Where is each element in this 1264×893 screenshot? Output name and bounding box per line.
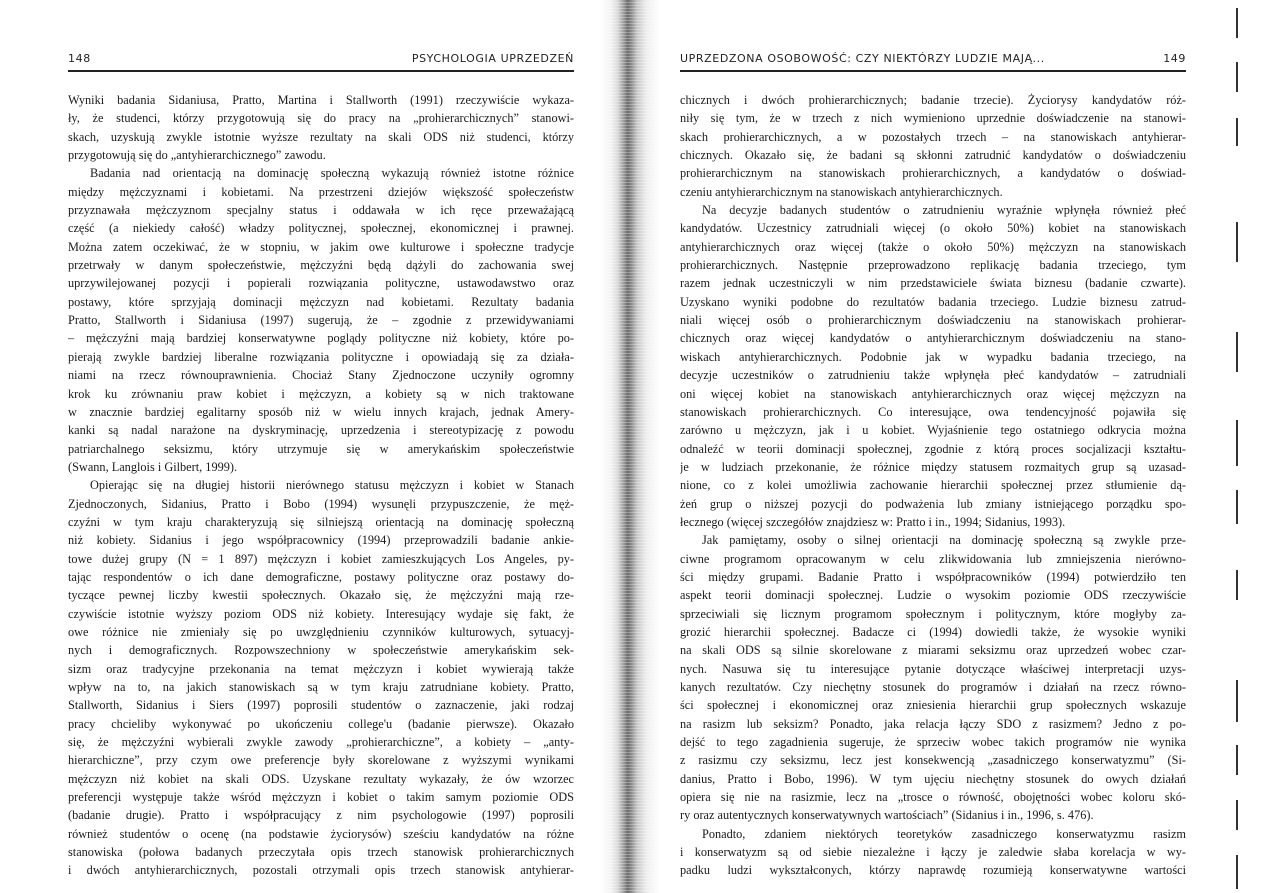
text-line: wpływ na to, na jakich stanowiskach są w tym kraju zatrudniane kobiety. Pratto, [68,680,574,694]
text-line: zarówno u mężczyzn, jak i u kobiet. Wyjaśnienie tego ostatniego odkrycia można [680,423,1186,438]
text-line: decyzje uczestników o zatrudnieniu także wpłynęła płeć kandydatów – zatrudniali [680,368,1186,383]
text-line: część (a niekiedy całość) władzy politycznej, społecznej, ekonomicznej i prawnej. [68,221,574,236]
text-line: towe dużej grupy (N = 1 897) mężczyzn i kobiet zamieszkujących Los Angeles, py- [68,551,574,566]
text-line: stanowiskach prohierarchicznych. Co interesujące, owa tendencyjność pojawiła się [680,404,1186,419]
text-line: przyznawała mężczyznom specjalny status i oddawała w ich ręce przeważającą [68,203,574,218]
text-line: na rasizm lub seksizm? Ponadto, jaka relacja łączy SDO z rasizmem? Jedno z po- [680,716,1186,731]
text-line: krok ku zrównaniu praw kobiet i mężczyzn, a kobiety są w nich traktowane [68,386,574,401]
text-line: niami na rzecz równouprawnienia. Chociaż Stany Zjednoczone uczyniły ogromny [68,368,574,383]
text-line: Zjednoczonych, Sidanius, Pratto i Bobo (1994) wysunęli przypuszczenie, że męż- [68,496,574,511]
right-body-text [680,91,1186,880]
text-line: ści społecznej i ekonomicznej oraz zniesienia hierarchii grup społecznych wskazuje [680,698,1186,713]
text-line: pracy chcieliby wykonywać po ukończeniu college'u (badanie pierwsze). Okazało [68,716,574,731]
text-line: odnaleźć w teorii dominacji społecznej, zgodnie z którą proces socjalizacji kształtu- [680,441,1186,456]
right-header-rule [680,70,1186,72]
text-line: uprzywilejowanej pozycji i popierali rozwiązania polityczne, ustawodawstwo oraz [68,276,574,291]
text-line: przygotowują się do „antyhierarchicznego” zawodu. [68,148,326,163]
text-line: Ponadto, zdaniem niektórych teoretyków zasadniczego konserwatyzmu rasizm [702,826,1186,841]
text-line: sizm oraz tradycyjne przekonania na temat mężczyzn i kobiet wywierają także [68,661,574,676]
text-line: aspekt teorii dominacji społecznej. Ludzie o wysokim poziomie ODS rzeczywiście [680,588,1186,603]
text-line: nych i demograficznych. Rozpowszechniony w społeczeństwie amerykańskim sek- [68,643,574,658]
text-line: i dwóch antyhierarchicznych, pozostali otrzymali opis trzech stanowisk antyhierar- [68,863,574,878]
page-edge-marks [1226,0,1256,893]
right-page-number: 149 [1163,52,1186,65]
text-line: chicznych. Okazało się, że badani są skłonni zatrudnić kandydatów o doświadczeniu [680,148,1186,163]
text-line: (Swann, Langlois i Gilbert, 1999). [68,459,238,474]
text-line: nych. Nasuwa się tu interesujące pytanie dotyczące właściwej interpretacji uzys- [680,661,1186,676]
text-line: danius, Pratto i Bobo, 1996). W tym ujęciu niechętny stosunek do owych działań [680,771,1186,786]
text-line: i konserwatyzm są od siebie niezależne i łączy je zaledwie słaba korelacja w wy- [680,845,1186,860]
text-line: patriarchalnego seksizmu, który utrzymuje się w amerykańskim społeczeństwie [68,441,574,456]
text-line: na skali ODS są silnie skorelowane z miarami seksizmu oraz uprzedzeń wobec czar- [680,643,1186,658]
text-line: Badania nad orientacją na dominację społeczną wykazują również istotne różnice [90,166,574,181]
left-header-rule [68,70,574,72]
text-line: kanych rezultatów. Czy niechętny stosunek do programów i działań na rzecz równo- [680,680,1186,694]
left-body-text [68,91,574,880]
text-line: Opierając się na długiej historii nierównego statusu mężczyzn i kobiet w Stanach [90,478,574,493]
text-line: ciwne programom opracowanym w celu zlikwidowania lub zmniejszenia nierówno- [680,551,1186,566]
text-line: Pratto, Stallworth i Sidaniusa (1997) sugerują, że – zgodnie z przewidywaniami [68,313,574,328]
text-line: kanki są nadal narażone na dyskryminację, uprzedzenia i stereotypizację z powodu [68,423,574,438]
text-line: się, że mężczyźni wybierali zwykle zawody „prohierarchiczne”, a kobiety – „anty- [68,735,574,750]
text-line: grozić hierarchii społecznej. Badacze ci (1994) dowiedli także, że wysokie wyniki [680,624,1186,639]
left-page [0,0,600,893]
text-line: Stallworth, Sidanius i Siers (1997) poprosili studentów o zaznaczenie, jaki rodzaj [68,698,574,713]
text-line: Uzyskano wyniki podobne do rezultatów badania trzeciego. Ludzie biznesu zatrud- [680,294,1186,309]
text-line: ry oraz autentycznych konserwatywnych wartościach” (Sidanius i in., 1996, s. 476). [680,808,1094,823]
text-line: (badanie drugie). Pratto i współpracujący z nim psychologowie (1997) poprosili [68,808,574,823]
text-line: antyhierarchicznych oraz więcej (także o około 50%) mężczyzn na stanowiskach [680,239,1186,254]
text-line: sprzeciwiali się licznym programom społecznym i politycznym, które mogłyby za- [680,606,1186,621]
text-line: również studentów o ocenę (na podstawie życiorysów) sześciu kandydatów na różne [68,826,574,841]
text-line: dejść to tego zagadnienia sugeruje, że sprzeciw wobec takich programów nie wynika [680,735,1186,750]
text-line: postawy, które sprzyjają dominacji mężczyzn nad kobietami. Rezultaty badania [68,294,574,309]
text-line: niż kobiety. Sidanius i jego współpracownicy (1994) przeprowadzili badanie ankie- [68,533,574,548]
text-line: tyczące pewnej liczby kwestii społecznych. Okazało się, że mężczyźni mają rze- [68,588,574,603]
text-line: niły się tym, że w trzech z nich wymieniono uprzednie doświadczenie na stanowi- [680,111,1186,126]
text-line: czeniu antyhierarchicznym na stanowiskach antyhierarchicznych. [680,184,1003,199]
right-page [660,0,1264,893]
text-line: skach, uzyskują zwykle istotnie wyższe rezultaty na skali ODS niż studenci, którzy [68,129,574,144]
text-line: stanowiska (połowa badanych przeczytała opis trzech stanowisk prohierarchicznych [68,845,574,860]
text-line: łecznego (więcej szczegółów znajdziesz w: Pratto i in., 1994; Sidanius, 1993). [680,514,1066,529]
text-line: wiskach antyhierarchicznych. Podobnie jak w wypadku badania trzeciego, na [680,349,1186,364]
text-line: ły, że studenci, którzy przygotowują się do pracy na „prohierarchicznych” stanowi- [68,111,574,126]
text-line: między mężczyznami i kobietami. Na przestrzeni dziejów większość społeczeństw [68,184,574,199]
text-line: w znacznie bardziej egalitarny sposób niż w wielu innych krajach, jednak Amery- [68,404,574,419]
text-line: żeń grup o niższej pozycji do podważenia lub zmiany istniejącego porządku spo- [680,496,1186,511]
text-line: chicznych i dwóch prohierarchicznych; badanie trzecie). Życiorysy kandydatów róż- [680,93,1186,107]
right-running-head [680,52,1186,68]
text-line: – mężczyźni mają bardziej konserwatywne poglądy polityczne niż kobiety, które po- [68,331,574,346]
left-running-head [68,52,574,68]
text-line: czywiście istotnie wyższy poziom ODS niż kobiety. Interesujący wydaje się fakt, że [68,606,574,621]
text-line: preferencji występuje także wśród mężczyzn i kobiet o takim samym poziomie ODS [68,790,574,805]
text-line: kandydatów. Uczestnicy zatrudniali więcej (o około 50%) kobiet na stanowiskach [680,221,1186,236]
text-line: nione, co z kolei umożliwia zachowanie hierarchii społecznej przez stłumienie dą- [680,478,1186,493]
text-line: Jak pamiętamy, osoby o silnej orientacji na dominację społeczną są zwykle prze- [702,533,1186,548]
text-line: owe różnice nie zmieniały się po uwzględnieniu czynników kulturowych, sytuacyj- [68,624,574,639]
text-line: Wyniki badania Sidaniusa, Pratto, Martina i Stallworth (1991) rzeczywiście wykaza- [68,93,574,107]
left-running-title: PSYCHOLOGIA UPRZEDZEŃ [411,52,574,65]
text-line: ści między grupami. Badanie Pratto i współpracowników (1994) potwierdziło ten [680,569,1186,584]
text-line: oni więcej kobiet na stanowiskach antyhierarchicznych oraz więcej mężczyzn na [680,386,1186,401]
text-line: mężczyzn niż kobiet na skali ODS. Uzyskane rezultaty wykazały, że ów wzorzec [68,771,574,786]
text-line: czyźni w tym kraju charakteryzują się silniejszą orientacją na dominację społeczną [68,514,574,529]
text-line: niali więcej osób o prohierarchicznym doświadczeniu na stanowiskach prohierar- [680,313,1186,328]
text-line: chicznych oraz więcej kandydatów o antyhierarchicznym doświadczeniu na stano- [680,331,1186,346]
text-line: tając respondentów o ich dane demograficzne, postawy polityczne oraz postawy do- [68,569,574,584]
text-line: razem jednak uczestniczyli w nim przedstawiciele świata biznesu (badanie czwarte). [680,276,1186,291]
gutter-shading [604,0,656,893]
text-line: przetrwały w danym społeczeństwie, mężczyźni będą dążyli do zachowania swej [68,258,574,273]
text-line: Na decyzje badanych studentów o zatrudnieniu wyraźnie wpłynęła również płeć [702,203,1186,218]
text-line: je w ludziach przekonanie, że różnice między statusem rozmaitych grup są uzasad- [680,459,1186,474]
text-line: hierarchiczne”, przy czym owe preferencje były skorelowane z wyższymi wynikami [68,753,574,768]
text-line: Można zatem oczekiwać, że w stopniu, w jakim owe kulturowe i społeczne tradycje [68,239,574,254]
text-line: pierają zwykle bardziej liberalne rozwiązania polityczne i opowiadają się za działa- [68,349,574,364]
text-line: skach prohierarchicznych, a w pozostałych trzech – na stanowiskach antyhierar- [680,129,1186,144]
text-line: prohierarchicznych. Następnie przeprowadzono replikację badania trzeciego, tym [680,258,1186,273]
text-line: padku ludzi wykształconych, którzy naprawdę rozumieją konserwatywne wartości [680,863,1186,878]
right-running-title: UPRZEDZONA OSOBOWOŚĆ: CZY NIEKTÓRZY LUDZIE MAJĄ... [680,52,1045,65]
text-line: prohierarchicznym na stanowiskach prohierarchicznych, a kandydatów o doświad- [680,166,1186,181]
left-page-number: 148 [68,52,91,65]
text-line: z rasizmu czy seksizmu, lecz jest konsekwencją „zasadniczego konserwatyzmu” (Si- [680,753,1186,768]
text-line: opiera się nie na rasizmie, lecz na „trosce o równość, obojętności wobec koloru skó- [680,790,1186,805]
